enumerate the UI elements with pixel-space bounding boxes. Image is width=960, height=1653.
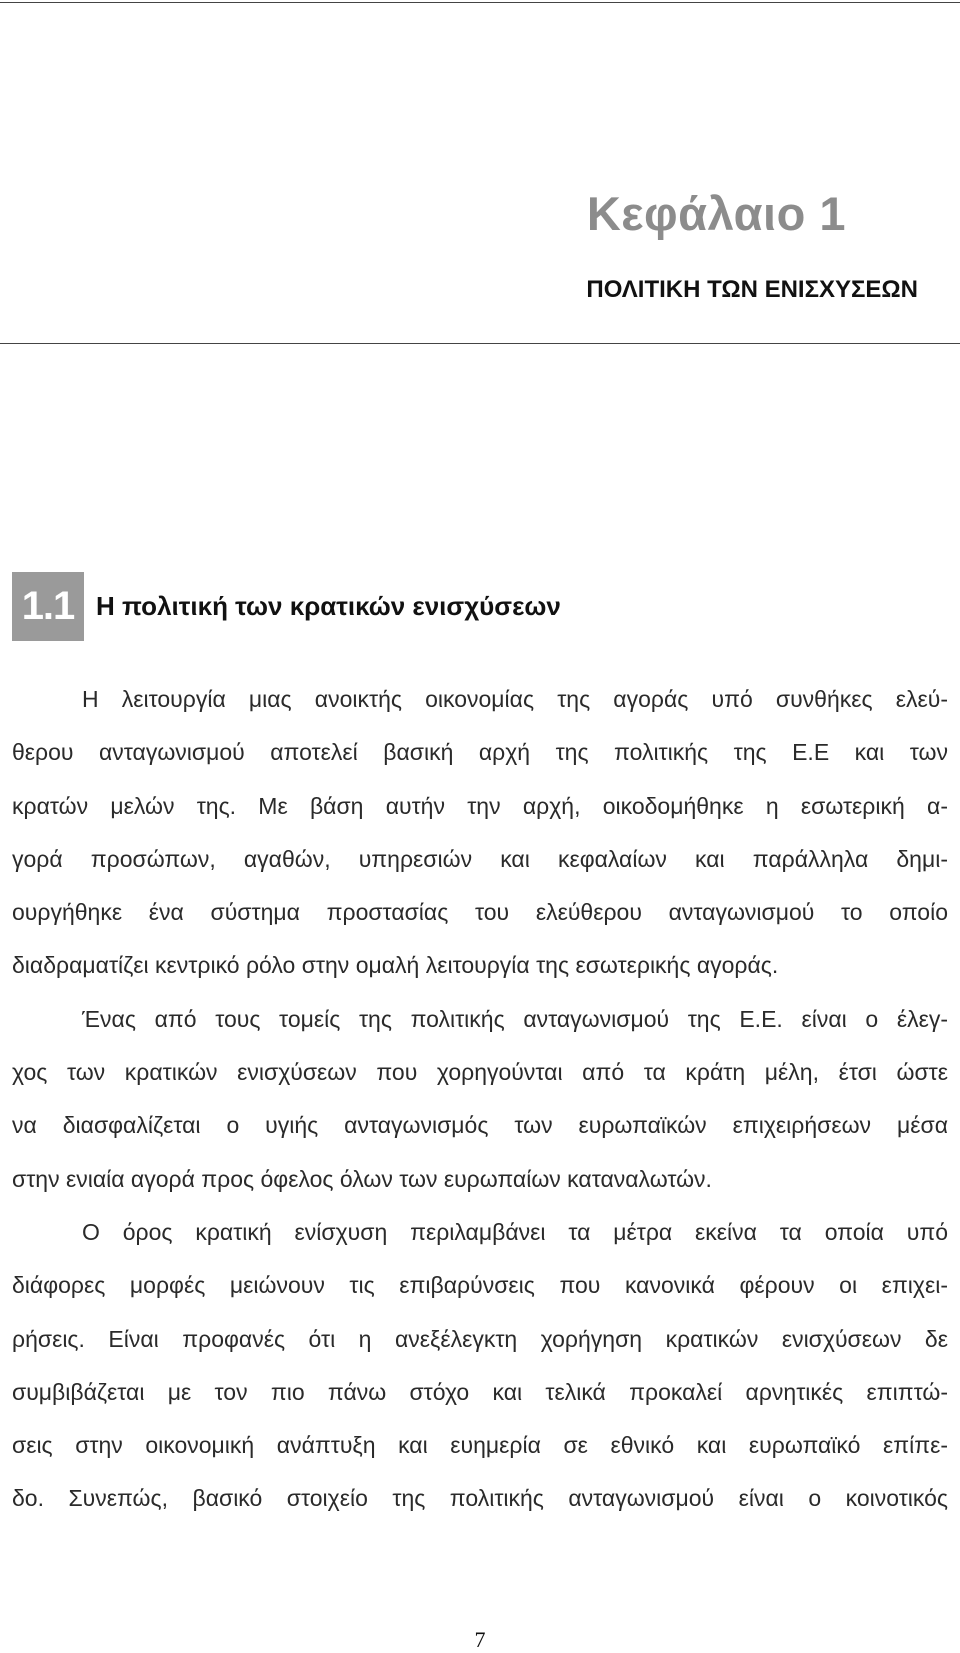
text-line: Ένας από τους τομείς της πολιτικής ανταγωνισμού της Ε.Ε. είναι ο έλεγ- bbox=[82, 1005, 948, 1032]
text-line: Ο όρος κρατική ενίσχυση περιλαμβάνει τα μέτρα εκείνα τα οποία υπό bbox=[82, 1218, 948, 1245]
text-line: να διασφαλίζεται ο υγιής ανταγωνισμός των ευρωπαϊκών επιχειρήσεων μέσα bbox=[12, 1112, 948, 1139]
text-line: χος των κρατικών ενισχύσεων που χορηγούνται από τα κράτη μέλη, έτσι ώστε bbox=[12, 1059, 948, 1086]
section-heading bbox=[12, 572, 561, 641]
text-line: συμβιβάζεται με τον πιο πάνω στόχο και τελικά προκαλεί αρνητικές επιπτώ- bbox=[12, 1378, 948, 1405]
text-line: σεις στην οικονομική ανάπτυξη και ευημερία σε εθνικό και ευρωπαϊκό επίπε- bbox=[12, 1432, 948, 1459]
text-line: διαδραματίζει κεντρικό ρόλο στην ομαλή λειτουργία της εσωτερικής αγοράς. bbox=[12, 952, 779, 979]
text-line: ρήσεις. Είναι προφανές ότι η ανεξέλεγκτη χορήγηση κρατικών ενισχύσεων δε bbox=[12, 1325, 948, 1352]
text-line: ουργήθηκε ένα σύστημα προστασίας του ελεύθερου ανταγωνισμού το οποίο bbox=[12, 899, 948, 926]
page-number: 7 bbox=[474, 1627, 486, 1652]
text-line: κρατών μελών της. Με βάση αυτήν την αρχή, οικοδομήθηκε η εσωτερική α- bbox=[12, 792, 948, 819]
section-number-badge: 1.1 bbox=[12, 572, 84, 641]
text-line: δο. Συνεπώς, βασικό στοιχείο της πολιτικής ανταγωνισμού είναι ο κοινοτικός bbox=[12, 1485, 948, 1512]
chapter-subtitle: ΠΟΛΙΤΙΚΗ ΤΩΝ ΕΝΙΣΧΥΣΕΩΝ bbox=[586, 276, 918, 303]
text-line: διάφορες μορφές μειώνουν τις επιβαρύνσεις που κανονικά φέρουν οι επιχει- bbox=[12, 1272, 948, 1299]
section-title: Η πολιτική των κρατικών ενισχύσεων bbox=[96, 591, 561, 621]
paragraph-1 bbox=[12, 673, 948, 993]
body-text bbox=[12, 673, 948, 1526]
top-rule bbox=[0, 2, 960, 3]
text-line: θερου ανταγωνισμού αποτελεί βασική αρχή της πολιτικής της Ε.Ε και των bbox=[12, 739, 948, 766]
text-line: γορά προσώπων, αγαθών, υπηρεσιών και κεφαλαίων και παράλληλα δημι- bbox=[12, 845, 948, 872]
paragraph-3 bbox=[12, 1206, 948, 1526]
paragraph-2 bbox=[12, 993, 948, 1206]
chapter-divider-rule bbox=[0, 343, 960, 344]
text-line: στην ενιαία αγορά προς όφελος όλων των ευρωπαίων καταναλωτών. bbox=[12, 1165, 712, 1192]
text-line: Η λειτουργία μιας ανοικτής οικονομίας της αγοράς υπό συνθήκες ελεύ- bbox=[82, 686, 948, 712]
chapter-title: Κεφάλαιο 1 bbox=[586, 187, 846, 240]
